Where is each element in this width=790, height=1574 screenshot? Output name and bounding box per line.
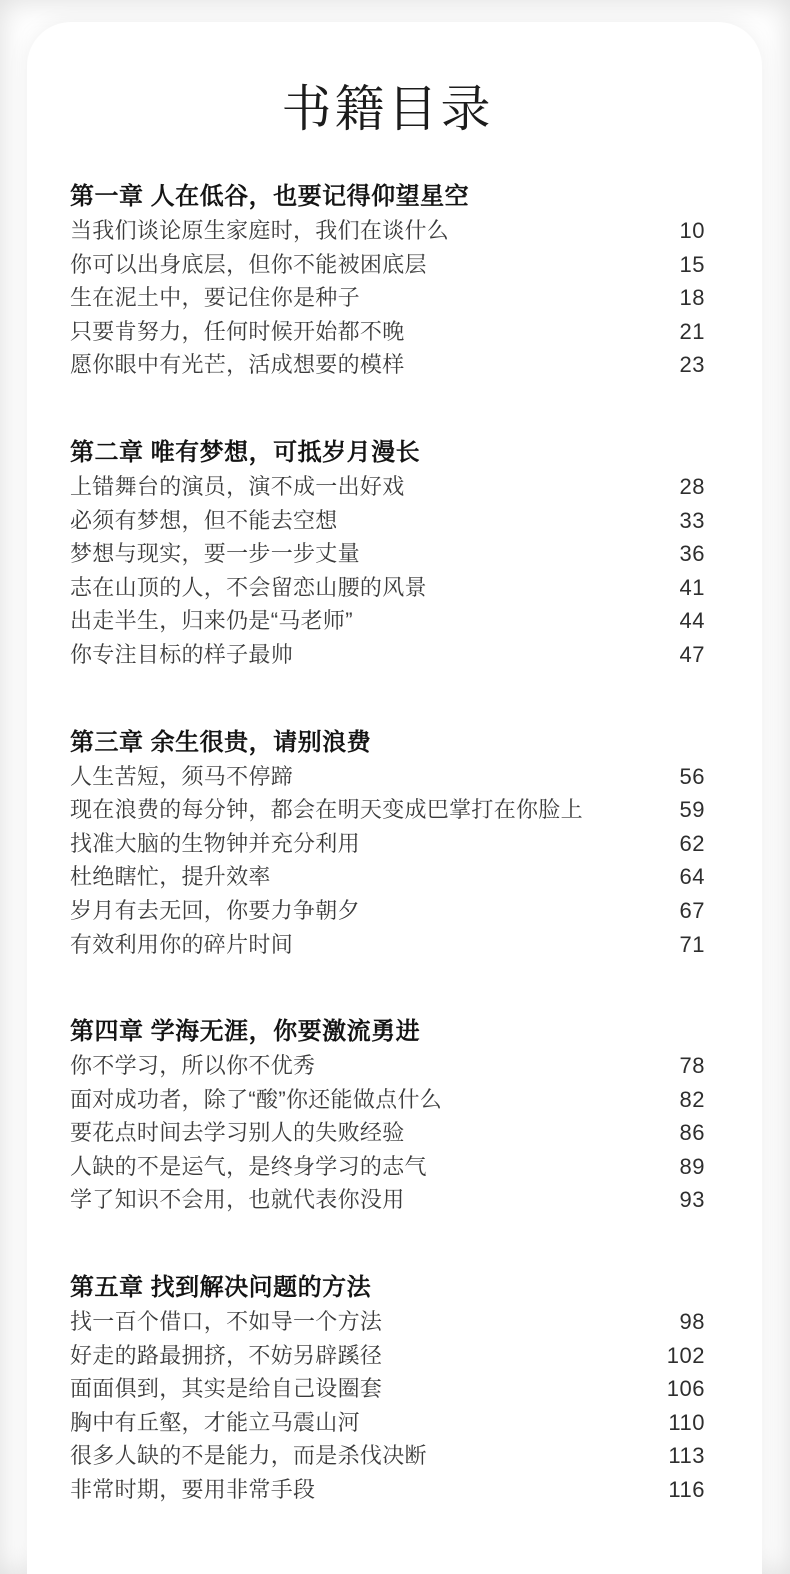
- toc-page-number: 67: [679, 897, 705, 923]
- chapter-section: [70, 726, 705, 962]
- toc-page-number: 110: [668, 1409, 705, 1435]
- chapter-items: [70, 470, 705, 672]
- toc-item-label: 人缺的不是运气，是终身学习的志气: [70, 1153, 427, 1179]
- toc-page-number: 21: [679, 318, 705, 344]
- toc-item-label: 当我们谈论原生家庭时，我们在谈什么: [70, 218, 450, 243]
- toc-item-label: 你不学习，所以你不优秀: [70, 1053, 316, 1079]
- toc-page-number: 89: [679, 1153, 705, 1179]
- toc-row[interactable]: [70, 638, 705, 672]
- toc-page-number: 15: [679, 251, 705, 277]
- toc-row[interactable]: [70, 1305, 705, 1339]
- toc-page-number: 23: [679, 352, 705, 378]
- chapter-section: [70, 1271, 705, 1507]
- toc-row[interactable]: [70, 470, 705, 504]
- chapter-list: [70, 180, 705, 1507]
- toc-page-number: 106: [666, 1376, 705, 1402]
- toc-page-number: 82: [679, 1086, 705, 1112]
- toc-row[interactable]: [70, 604, 705, 638]
- toc-item-label: 你可以出身底层，但你不能被困底层: [70, 251, 427, 277]
- toc-page-number: 86: [679, 1120, 705, 1146]
- chapter-title: 第三章 余生很贵，请别浪费: [70, 728, 372, 756]
- toc-page-number: 102: [666, 1342, 705, 1368]
- chapter-items: [70, 214, 705, 382]
- toc-item-label: 杜绝瞎忙，提升效率: [70, 864, 271, 890]
- toc-page-number: 98: [679, 1309, 705, 1335]
- toc-item-label: 面面俱到，其实是给自己设圈套: [70, 1376, 383, 1402]
- toc-page-number: 93: [679, 1187, 705, 1213]
- toc-row[interactable]: [70, 760, 705, 794]
- toc-page-number: 56: [679, 763, 705, 789]
- toc-item-label: 志在山顶的人，不会留恋山腰的风景: [70, 574, 427, 600]
- chapter-section: [70, 180, 705, 382]
- toc-page-number: 33: [679, 507, 705, 533]
- toc-item-label: 很多人缺的不是能力，而是杀伐决断: [70, 1443, 427, 1469]
- chapter-title: 第一章 人在低谷，也要记得仰望星空: [70, 183, 470, 210]
- toc-row[interactable]: [70, 793, 705, 827]
- toc-item-label: 好走的路最拥挤，不妨另辟蹊径: [70, 1342, 383, 1368]
- toc-row[interactable]: [70, 1339, 705, 1373]
- toc-row[interactable]: [70, 860, 705, 894]
- toc-page-number: 59: [679, 797, 705, 823]
- toc-page-number: 41: [679, 574, 705, 600]
- toc-item-label: 只要肯努力，任何时候开始都不晚: [70, 318, 405, 344]
- toc-page-number: 116: [668, 1477, 705, 1503]
- chapter-title: 第四章 学海无涯，你要激流勇进: [70, 1018, 421, 1046]
- toc-row[interactable]: [70, 537, 705, 571]
- toc-page-number: 36: [679, 541, 705, 567]
- toc-row[interactable]: [70, 1083, 705, 1117]
- chapter-section: [70, 436, 705, 672]
- toc-item-label: 要花点时间去学习别人的失败经验: [70, 1120, 405, 1146]
- toc-page-number: 44: [679, 608, 705, 634]
- toc-page-number: 18: [679, 285, 705, 311]
- toc-page-number: 64: [679, 864, 705, 890]
- chapter-items: [70, 760, 705, 962]
- toc-row[interactable]: [70, 1116, 705, 1150]
- toc-row[interactable]: [70, 1439, 705, 1473]
- toc-item-label: 生在泥土中，要记住你是种子: [70, 285, 360, 311]
- chapter-section: [70, 1015, 705, 1217]
- toc-row[interactable]: [70, 1049, 705, 1083]
- toc-item-label: 梦想与现实，要一步一步丈量: [70, 541, 360, 567]
- toc-item-label: 岁月有去无回，你要力争朝夕: [70, 897, 360, 923]
- toc-row[interactable]: [70, 214, 705, 248]
- toc-row[interactable]: [70, 281, 705, 315]
- toc-page-number: 10: [679, 218, 705, 243]
- toc-page-number: 28: [679, 473, 705, 499]
- toc-row[interactable]: [70, 1372, 705, 1406]
- toc-page-number: 113: [668, 1443, 705, 1469]
- toc-row[interactable]: [70, 571, 705, 605]
- toc-item-label: 找准大脑的生物钟并充分利用: [70, 830, 360, 856]
- chapter-items: [70, 1305, 705, 1507]
- toc-page-number: 71: [679, 931, 705, 957]
- toc-item-label: 有效利用你的碎片时间: [70, 931, 294, 957]
- toc-item-label: 上错舞台的演员，演不成一出好戏: [70, 473, 405, 499]
- toc-page-number: 47: [679, 641, 705, 667]
- chapter-items: [70, 1049, 705, 1217]
- toc-page-number: 78: [679, 1053, 705, 1079]
- toc-row[interactable]: [70, 928, 705, 962]
- toc-item-label: 胸中有丘壑，才能立马震山河: [70, 1409, 360, 1435]
- toc-item-label: 非常时期，要用非常手段: [70, 1477, 316, 1503]
- toc-row[interactable]: [70, 504, 705, 538]
- chapter-title: 第五章 找到解决问题的方法: [70, 1274, 372, 1302]
- toc-item-label: 你专注目标的样子最帅: [70, 641, 294, 667]
- toc-row[interactable]: [70, 894, 705, 928]
- toc-item-label: 现在浪费的每分钟，都会在明天变成巴掌打在你脸上: [70, 797, 583, 823]
- toc-row[interactable]: [70, 315, 705, 349]
- page-title: 书籍目录: [281, 81, 494, 137]
- toc-page-number: 62: [679, 830, 705, 856]
- toc-row[interactable]: [70, 1406, 705, 1440]
- toc-row[interactable]: [70, 348, 705, 382]
- toc-item-label: 面对成功者，除了“酸”你还能做点什么: [70, 1086, 443, 1112]
- toc-card: [27, 22, 762, 1574]
- toc-row[interactable]: [70, 827, 705, 861]
- toc-item-label: 出走半生，归来仍是“马老师”: [70, 608, 353, 634]
- toc-row[interactable]: [70, 1150, 705, 1184]
- toc-item-label: 愿你眼中有光芒，活成想要的模样: [70, 352, 405, 378]
- toc-row[interactable]: [70, 1473, 705, 1507]
- chapter-title: 第二章 唯有梦想，可抵岁月漫长: [70, 438, 421, 466]
- toc-row[interactable]: [70, 1183, 705, 1217]
- toc-item-label: 找一百个借口，不如导一个方法: [70, 1309, 383, 1335]
- toc-item-label: 必须有梦想，但不能去空想: [70, 507, 338, 533]
- toc-item-label: 学了知识不会用，也就代表你没用: [70, 1187, 405, 1213]
- toc-item-label: 人生苦短，须马不停蹄: [70, 763, 294, 789]
- toc-row[interactable]: [70, 248, 705, 282]
